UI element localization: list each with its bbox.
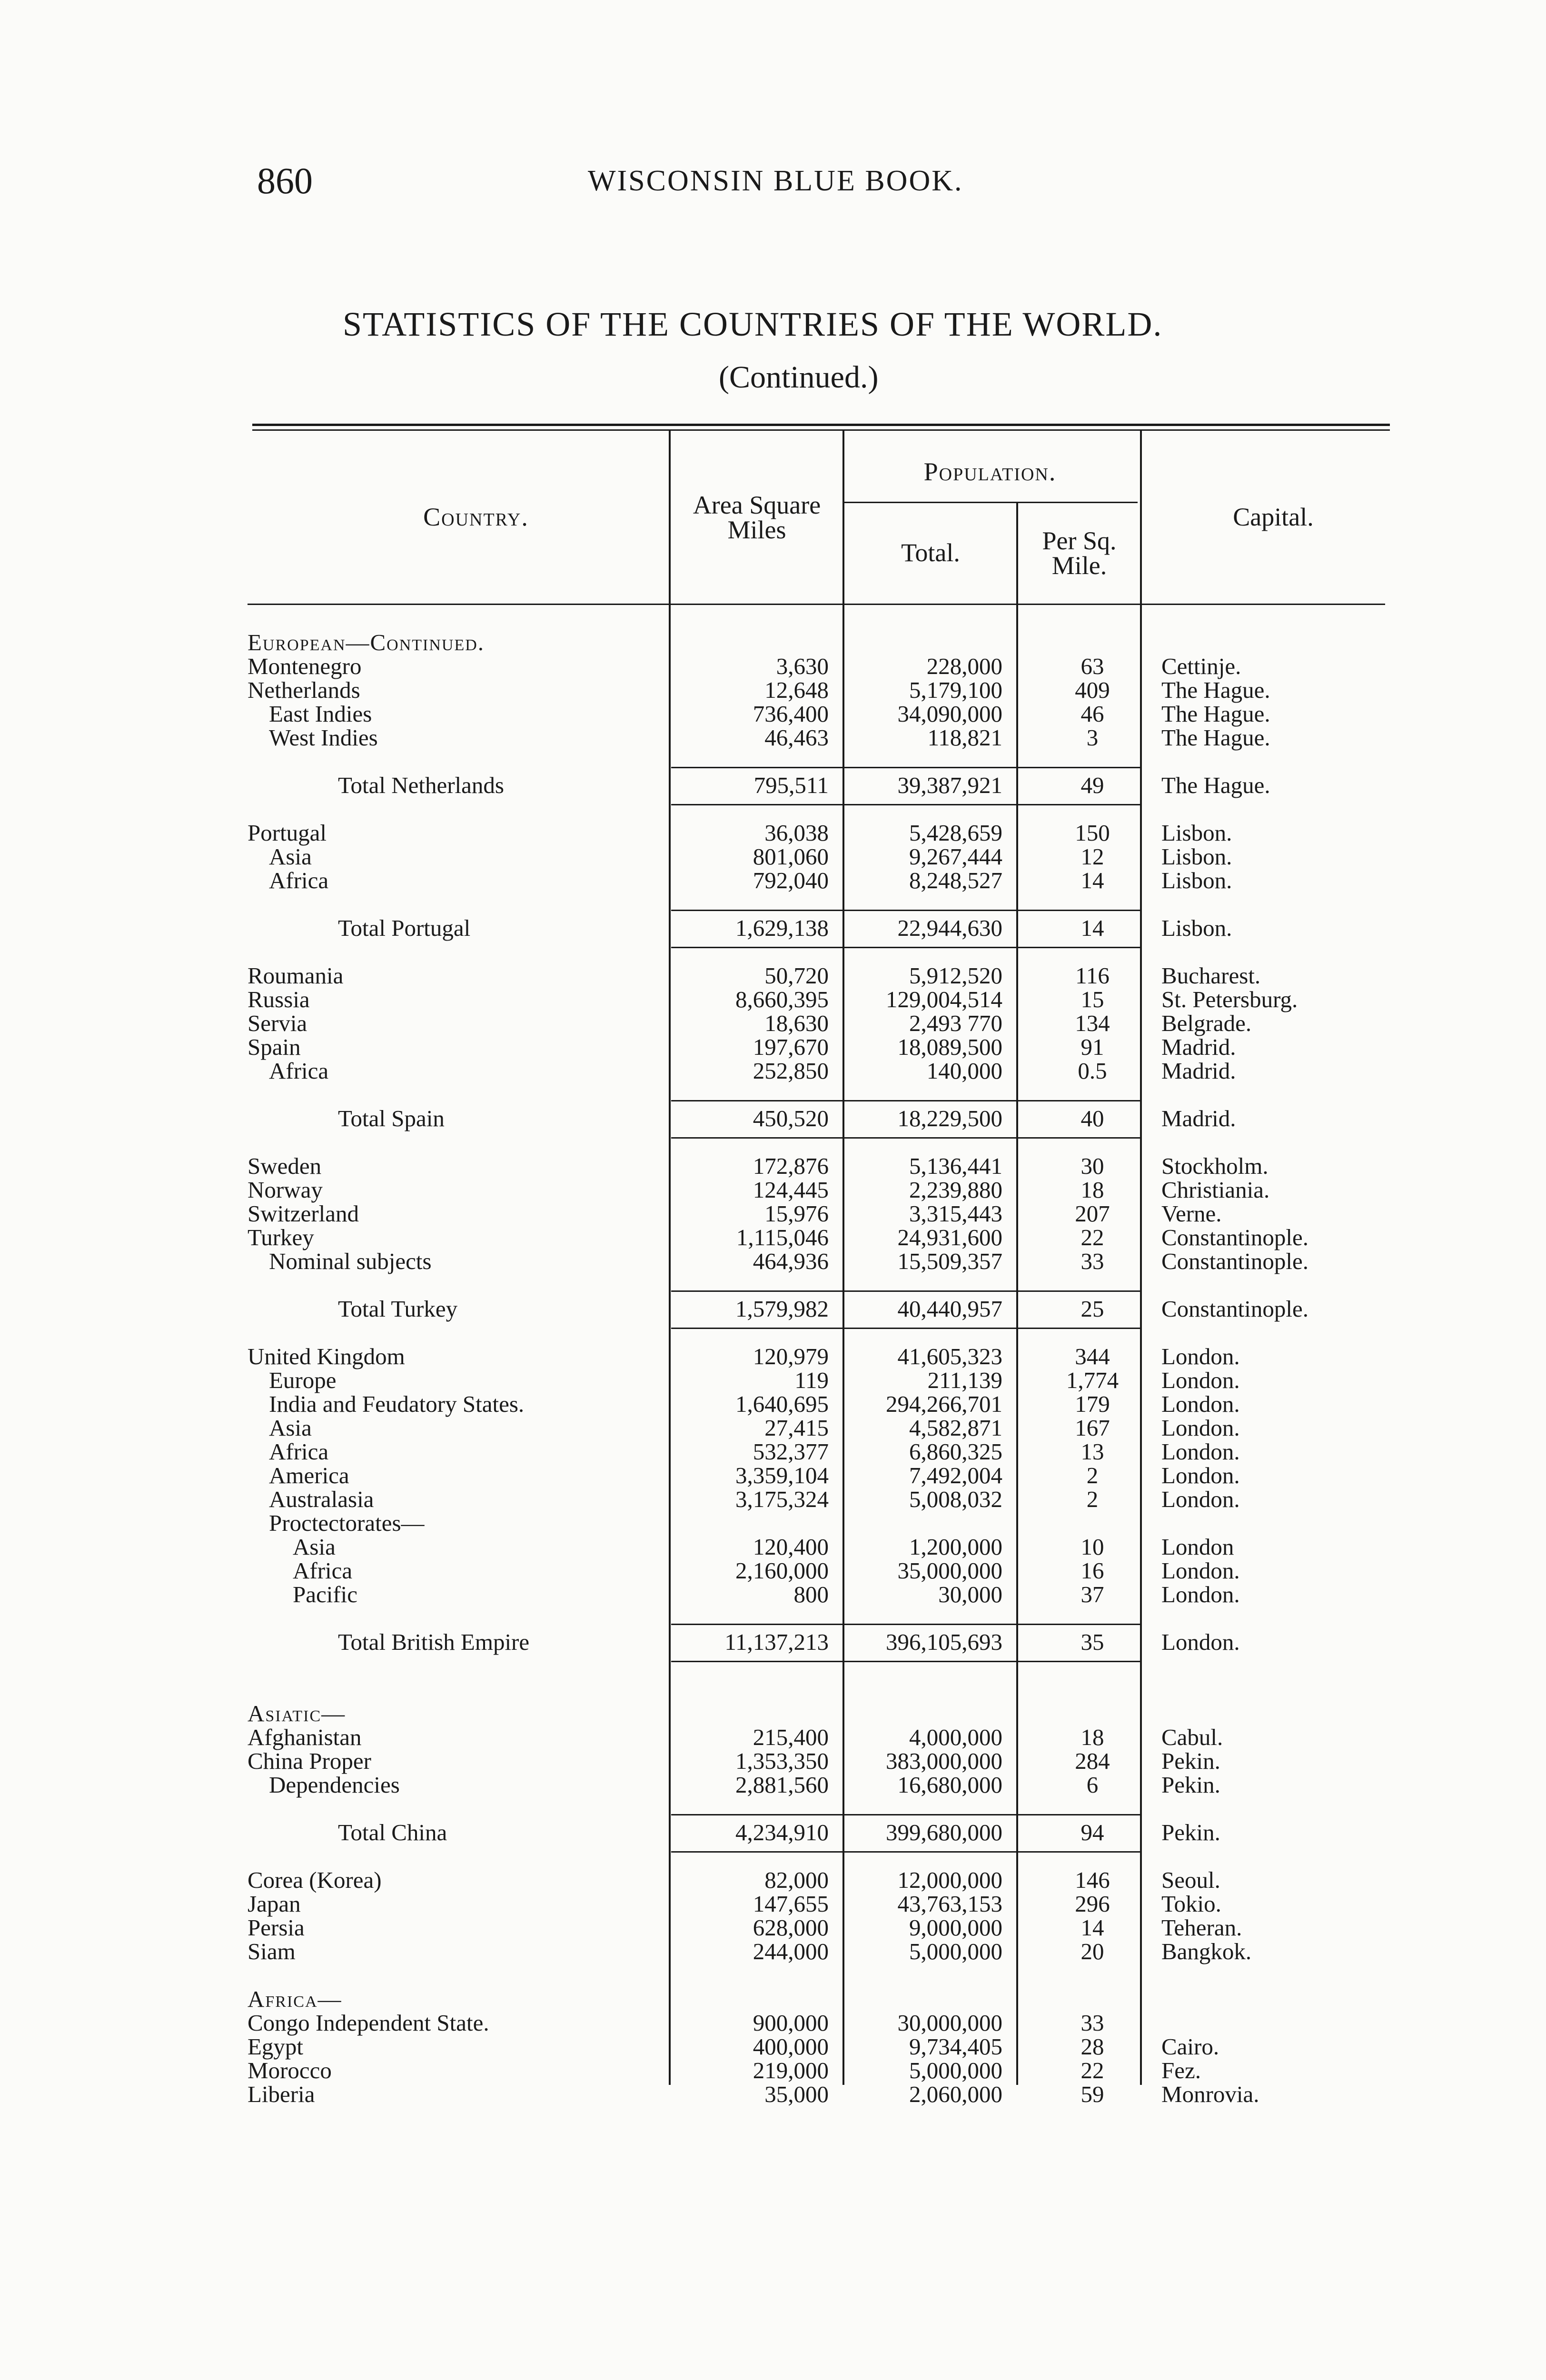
per-sq-mile: 40	[1080, 1105, 1104, 1131]
population-total: 18,229,500	[897, 1105, 1002, 1131]
table-row	[0, 1250, 1546, 1273]
capital-name: Seoul.	[1161, 1867, 1220, 1893]
area-value: 35,000	[764, 2081, 829, 2107]
running-title: WISCONSIN BLUE BOOK.	[588, 165, 963, 197]
total-bottom-rule	[671, 947, 1140, 948]
total-top-rule	[671, 910, 1140, 911]
capital-name: London.	[1161, 1486, 1240, 1512]
per-sq-mile: 207	[1075, 1200, 1110, 1227]
table-row	[0, 678, 1546, 702]
area-value: 219,000	[753, 2057, 829, 2083]
capital-name: Madrid.	[1161, 1034, 1236, 1060]
country-name: Nominal subjects	[269, 1248, 432, 1274]
per-sq-mile: 12	[1080, 843, 1104, 870]
country-name: Persia	[248, 1914, 305, 1941]
country-name: Total China	[338, 1819, 447, 1845]
area-value: 1,629,138	[735, 915, 829, 941]
table-row	[0, 1535, 1546, 1559]
capital-name: Lisbon.	[1161, 915, 1232, 941]
country-name: Africa	[269, 867, 329, 893]
country-name: Netherlands	[248, 677, 360, 703]
table-row	[0, 1940, 1546, 1964]
capital-name: St. Petersburg.	[1161, 986, 1298, 1012]
group-heading-row	[0, 1987, 1546, 2011]
population-total: 18,089,500	[897, 1034, 1002, 1060]
per-sq-mile: 22	[1080, 2057, 1104, 2083]
area-value: 3,630	[776, 653, 829, 679]
per-sq-mile: 296	[1075, 1891, 1110, 1917]
population-total: 34,090,000	[897, 701, 1002, 727]
country-name: Montenegro	[248, 653, 362, 679]
per-sq-mile: 3	[1086, 724, 1099, 751]
total-row	[0, 1297, 1546, 1321]
country-name: Norway	[248, 1177, 323, 1203]
area-value: 900,000	[753, 2010, 829, 2036]
population-total: 118,821	[927, 724, 1002, 751]
per-sq-mile: 14	[1080, 915, 1104, 941]
header-per-sq-mile: Per Sq. Mile.	[1042, 526, 1117, 580]
population-total: 15,509,357	[897, 1248, 1002, 1274]
population-total: 6,860,325	[909, 1438, 1002, 1465]
table-row	[0, 1892, 1546, 1916]
per-sq-mile: 28	[1080, 2033, 1104, 2060]
country-name: Afghanistan	[248, 1724, 362, 1750]
total-bottom-rule	[671, 1851, 1140, 1853]
area-value: 1,353,350	[735, 1748, 829, 1774]
area-value: 124,445	[753, 1177, 829, 1203]
table-row	[0, 654, 1546, 678]
country-name: Australasia	[269, 1486, 374, 1512]
population-total: 35,000,000	[897, 1557, 1002, 1584]
area-value: 11,137,213	[724, 1629, 829, 1655]
area-value: 795,511	[753, 772, 829, 798]
per-sq-mile: 2	[1086, 1486, 1099, 1512]
area-value: 3,175,324	[735, 1486, 829, 1512]
table-row	[0, 2035, 1546, 2059]
population-total: 4,000,000	[909, 1724, 1002, 1750]
population-total: 39,387,921	[897, 772, 1002, 798]
table-row	[0, 845, 1546, 869]
population-total: 2,239,880	[909, 1177, 1002, 1203]
population-total: 2,493 770	[909, 1010, 1002, 1036]
country-name: Switzerland	[248, 1200, 359, 1227]
area-value: 532,377	[753, 1438, 829, 1465]
header-total: Total.	[901, 538, 960, 567]
country-name: Congo Independent State.	[248, 2010, 489, 2036]
country-name: Turkey	[248, 1224, 314, 1250]
capital-name: London.	[1161, 1462, 1240, 1488]
population-total: 7,492,004	[909, 1462, 1002, 1488]
country-name: Total Portugal	[338, 915, 471, 941]
capital-name: London	[1161, 1534, 1234, 1560]
country-name: Siam	[248, 1938, 296, 1964]
area-value: 464,936	[753, 1248, 829, 1274]
capital-name: The Hague.	[1161, 772, 1270, 798]
country-name: Total Spain	[338, 1105, 445, 1131]
country-name: United Kingdom	[248, 1343, 405, 1369]
country-name: Roumania	[248, 962, 344, 989]
area-value: 1,640,695	[735, 1391, 829, 1417]
capital-name: Madrid.	[1161, 1105, 1236, 1131]
population-total: 8,248,527	[909, 867, 1002, 893]
group-heading-row	[0, 631, 1546, 654]
capital-name: Constantinople.	[1161, 1296, 1308, 1322]
population-total: 5,000,000	[909, 2057, 1002, 2083]
table-row	[0, 702, 1546, 726]
area-value: 2,160,000	[735, 1557, 829, 1584]
country-name: West Indies	[269, 724, 378, 751]
header-population: Population.	[923, 457, 1057, 486]
country-name: Total Netherlands	[338, 772, 504, 798]
area-value: 736,400	[753, 701, 829, 727]
capital-name: The Hague.	[1161, 677, 1270, 703]
country-name: Portugal	[248, 820, 327, 846]
area-value: 172,876	[753, 1153, 829, 1179]
total-bottom-rule	[671, 1661, 1140, 1662]
header-area: Area Square Miles	[693, 491, 821, 544]
capital-name: Pekin.	[1161, 1772, 1220, 1798]
population-total: 129,004,514	[886, 986, 1002, 1012]
capital-name: London.	[1161, 1415, 1240, 1441]
table-row	[0, 1511, 1546, 1535]
area-value: 8,660,395	[735, 986, 829, 1012]
population-total: 9,000,000	[909, 1914, 1002, 1941]
header-capital: Capital.	[1233, 503, 1314, 531]
country-name: East Indies	[269, 701, 372, 727]
population-total: 5,912,520	[909, 962, 1002, 989]
area-value: 46,463	[764, 724, 829, 751]
table-row	[0, 964, 1546, 988]
table-row	[0, 1059, 1546, 1083]
total-top-rule	[671, 767, 1140, 768]
area-value: 1,115,046	[736, 1224, 829, 1250]
table-row	[0, 1559, 1546, 1583]
table-row	[0, 1749, 1546, 1773]
country-name: Europe	[269, 1367, 337, 1393]
capital-name: Madrid.	[1161, 1058, 1236, 1084]
table-row	[0, 1178, 1546, 1202]
table-row	[0, 1226, 1546, 1250]
table-row	[0, 1583, 1546, 1606]
population-total: 9,267,444	[909, 843, 1002, 870]
table-row	[0, 1012, 1546, 1035]
population-total: 1,200,000	[909, 1534, 1002, 1560]
table-row	[0, 1154, 1546, 1178]
total-row	[0, 916, 1546, 940]
population-total: 140,000	[926, 1058, 1002, 1084]
capital-name: London.	[1161, 1581, 1240, 1607]
area-value: 1,579,982	[735, 1296, 829, 1322]
total-top-rule	[671, 1290, 1140, 1292]
capital-name: Tokio.	[1161, 1891, 1221, 1917]
capital-name: Verne.	[1161, 1200, 1222, 1227]
per-sq-mile: 35	[1080, 1629, 1104, 1655]
per-sq-mile: 15	[1080, 986, 1104, 1012]
population-total: 5,136,441	[909, 1153, 1002, 1179]
country-name: Liberia	[248, 2081, 315, 2107]
capital-name: Cairo.	[1161, 2033, 1219, 2060]
capital-name: London.	[1161, 1343, 1240, 1369]
area-value: 18,630	[764, 1010, 829, 1036]
area-value: 801,060	[753, 843, 829, 870]
capital-name: Lisbon.	[1161, 843, 1232, 870]
per-sq-mile: 63	[1080, 653, 1104, 679]
country-name: Africa	[269, 1058, 329, 1084]
capital-name: Cabul.	[1161, 1724, 1223, 1750]
country-name: Asiatic—	[248, 1700, 346, 1726]
total-bottom-rule	[671, 804, 1140, 805]
area-value: 119	[794, 1367, 829, 1393]
country-name: Africa	[269, 1438, 329, 1465]
population-total: 294,266,701	[886, 1391, 1002, 1417]
per-sq-mile: 116	[1075, 962, 1110, 989]
area-value: 50,720	[764, 962, 829, 989]
per-sq-mile: 13	[1080, 1438, 1104, 1465]
capital-name: The Hague.	[1161, 724, 1270, 751]
header-country: Country.	[423, 503, 529, 531]
table-row	[0, 1916, 1546, 1940]
population-total: 22,944,630	[897, 915, 1002, 941]
table-row	[0, 1726, 1546, 1749]
capital-name: Cettinje.	[1161, 653, 1241, 679]
total-top-rule	[671, 1100, 1140, 1101]
population-total: 41,605,323	[897, 1343, 1002, 1369]
per-sq-mile: 22	[1080, 1224, 1104, 1250]
country-name: India and Feudatory States.	[269, 1391, 525, 1417]
population-total: 228,000	[926, 653, 1002, 679]
per-sq-mile: 49	[1080, 772, 1104, 798]
total-top-rule	[671, 1814, 1140, 1815]
table-row	[0, 1773, 1546, 1797]
capital-name: London.	[1161, 1391, 1240, 1417]
capital-name: Constantinople.	[1161, 1224, 1308, 1250]
total-row	[0, 1107, 1546, 1130]
per-sq-mile: 2	[1086, 1462, 1099, 1488]
header-top-rule-2	[252, 429, 1390, 431]
population-total: 43,763,153	[897, 1891, 1002, 1917]
population-total: 5,000,000	[909, 1938, 1002, 1964]
per-sq-mile: 33	[1080, 2010, 1104, 2036]
country-name: Asia	[269, 843, 312, 870]
population-total: 3,315,443	[909, 1200, 1002, 1227]
table-row	[0, 1345, 1546, 1368]
per-sq-mile: 14	[1080, 1914, 1104, 1941]
capital-name: Monrovia.	[1161, 2081, 1259, 2107]
area-value: 215,400	[753, 1724, 829, 1750]
area-value: 628,000	[753, 1914, 829, 1941]
table-row	[0, 1368, 1546, 1392]
per-sq-mile: 46	[1080, 701, 1104, 727]
per-sq-mile: 30	[1080, 1153, 1104, 1179]
area-value: 800	[793, 1581, 829, 1607]
per-sq-mile: 37	[1080, 1581, 1104, 1607]
capital-name: Teheran.	[1161, 1914, 1242, 1941]
population-total: 2,060,000	[909, 2081, 1002, 2107]
capital-name: London.	[1161, 1438, 1240, 1465]
capital-name: Fez.	[1161, 2057, 1201, 2083]
capital-name: Bucharest.	[1161, 962, 1261, 989]
area-value: 120,979	[753, 1343, 829, 1369]
table-row	[0, 1392, 1546, 1416]
area-value: 4,234,910	[735, 1819, 829, 1845]
capital-name: Christiania.	[1161, 1177, 1270, 1203]
per-sq-mile: 0.5	[1078, 1058, 1107, 1084]
per-sq-mile: 18	[1080, 1724, 1104, 1750]
header-bottom-rule	[248, 604, 1385, 605]
per-sq-mile: 409	[1075, 677, 1110, 703]
per-sq-mile: 94	[1080, 1819, 1104, 1845]
country-name: Corea (Korea)	[248, 1867, 382, 1893]
area-value: 120,400	[753, 1534, 829, 1560]
total-bottom-rule	[671, 1328, 1140, 1329]
country-name: Africa—	[248, 1986, 342, 2012]
population-total: 40,440,957	[897, 1296, 1002, 1322]
table-row	[0, 869, 1546, 892]
table-row	[0, 726, 1546, 750]
area-value: 2,881,560	[735, 1772, 829, 1798]
country-name: Africa	[293, 1557, 353, 1584]
per-sq-mile: 14	[1080, 867, 1104, 893]
area-value: 197,670	[753, 1034, 829, 1060]
area-value: 12,648	[764, 677, 829, 703]
capital-name: Lisbon.	[1161, 820, 1232, 846]
capital-name: Pekin.	[1161, 1819, 1220, 1845]
table-row	[0, 1488, 1546, 1511]
per-sq-mile: 20	[1080, 1938, 1104, 1964]
population-total: 30,000	[938, 1581, 1002, 1607]
per-sq-mile: 146	[1075, 1867, 1110, 1893]
country-name: Total British Empire	[338, 1629, 530, 1655]
country-name: Sweden	[248, 1153, 322, 1179]
area-value: 252,850	[753, 1058, 829, 1084]
country-name: Egypt	[248, 2033, 304, 2060]
capital-name: Pekin.	[1161, 1748, 1220, 1774]
country-name: China Proper	[248, 1748, 371, 1774]
table-row	[0, 1035, 1546, 1059]
per-sq-mile: 1,774	[1066, 1367, 1119, 1393]
total-row	[0, 774, 1546, 797]
per-sq-mile: 16	[1080, 1557, 1104, 1584]
country-name: Asia	[293, 1534, 336, 1560]
capital-name: Belgrade.	[1161, 1010, 1252, 1036]
country-name: European—Continued.	[248, 629, 485, 655]
country-name: Morocco	[248, 2057, 332, 2083]
country-name: Total Turkey	[338, 1296, 458, 1322]
table-row	[0, 821, 1546, 845]
population-total: 4,582,871	[909, 1415, 1002, 1441]
area-value: 15,976	[764, 1200, 829, 1227]
population-total: 24,931,600	[897, 1224, 1002, 1250]
population-total: 16,680,000	[897, 1772, 1002, 1798]
total-top-rule	[671, 1624, 1140, 1625]
total-bottom-rule	[671, 1137, 1140, 1139]
area-value: 450,520	[753, 1105, 829, 1131]
capital-name: London.	[1161, 1367, 1240, 1393]
per-sq-mile: 284	[1075, 1748, 1110, 1774]
per-sq-mile: 59	[1080, 2081, 1104, 2107]
table-row	[0, 2059, 1546, 2082]
table-row	[0, 1868, 1546, 1892]
total-row	[0, 1630, 1546, 1654]
total-row	[0, 1821, 1546, 1844]
country-name: Russia	[248, 986, 310, 1012]
per-sq-mile: 33	[1080, 1248, 1104, 1274]
country-name: Proctectorates—	[269, 1510, 425, 1536]
country-name: Pacific	[293, 1581, 358, 1607]
area-value: 27,415	[764, 1415, 829, 1441]
page-number: 860	[257, 160, 313, 201]
country-name: Asia	[269, 1415, 312, 1441]
page-title: STATISTICS OF THE COUNTRIES OF THE WORLD.	[343, 305, 1163, 343]
per-sq-mile: 18	[1080, 1177, 1104, 1203]
table-row	[0, 2011, 1546, 2035]
population-subrule	[842, 502, 1138, 503]
population-total: 5,428,659	[909, 820, 1002, 846]
population-total: 9,734,405	[909, 2033, 1002, 2060]
per-sq-mile: 6	[1086, 1772, 1099, 1798]
population-total: 5,008,032	[909, 1486, 1002, 1512]
population-total: 399,680,000	[886, 1819, 1002, 1845]
population-total: 30,000,000	[897, 2010, 1002, 2036]
table-row	[0, 2082, 1546, 2106]
country-name: Japan	[248, 1891, 301, 1917]
per-sq-mile: 134	[1075, 1010, 1110, 1036]
header-top-rule	[252, 424, 1390, 426]
country-name: Dependencies	[269, 1772, 400, 1798]
per-sq-mile: 179	[1075, 1391, 1110, 1417]
country-name: Spain	[248, 1034, 301, 1060]
per-sq-mile: 91	[1080, 1034, 1104, 1060]
per-sq-mile: 344	[1075, 1343, 1110, 1369]
per-sq-mile: 25	[1080, 1296, 1104, 1322]
per-sq-mile: 150	[1075, 820, 1110, 846]
area-value: 792,040	[753, 867, 829, 893]
area-value: 36,038	[764, 820, 829, 846]
capital-name: Bangkok.	[1161, 1938, 1252, 1964]
capital-name: Constantinople.	[1161, 1248, 1308, 1274]
population-total: 211,139	[927, 1367, 1002, 1393]
capital-name: Lisbon.	[1161, 867, 1232, 893]
per-sq-mile: 10	[1080, 1534, 1104, 1560]
table-row	[0, 1202, 1546, 1226]
area-value: 244,000	[753, 1938, 829, 1964]
area-value: 147,655	[753, 1891, 829, 1917]
population-total: 383,000,000	[886, 1748, 1002, 1774]
per-sq-mile: 167	[1075, 1415, 1110, 1441]
country-name: Servia	[248, 1010, 307, 1036]
population-total: 396,105,693	[886, 1629, 1002, 1655]
country-name: America	[269, 1462, 349, 1488]
capital-name: London.	[1161, 1557, 1240, 1584]
area-value: 3,359,104	[735, 1462, 829, 1488]
table-row	[0, 1440, 1546, 1464]
capital-name: The Hague.	[1161, 701, 1270, 727]
table-row	[0, 1464, 1546, 1488]
capital-name: Stockholm.	[1161, 1153, 1269, 1179]
group-heading-row	[0, 1702, 1546, 1726]
table-row	[0, 988, 1546, 1012]
capital-name: London.	[1161, 1629, 1240, 1655]
area-value: 82,000	[764, 1867, 829, 1893]
area-value: 400,000	[753, 2033, 829, 2060]
table-row	[0, 1416, 1546, 1440]
population-total: 12,000,000	[897, 1867, 1002, 1893]
population-total: 5,179,100	[909, 677, 1002, 703]
page-subtitle: (Continued.)	[719, 360, 879, 395]
